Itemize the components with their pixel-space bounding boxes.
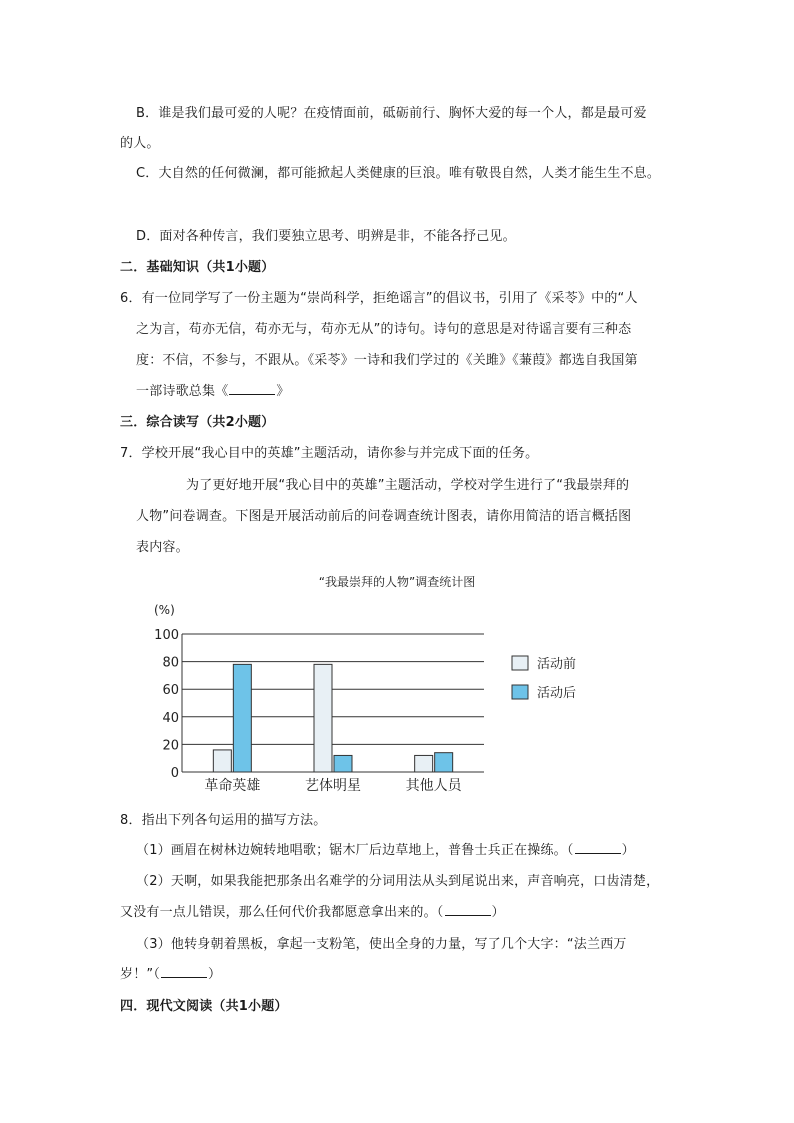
answer-blank[interactable]: [161, 965, 207, 978]
legend-label: 活动前: [537, 657, 577, 672]
q6-line4: [136, 382, 290, 402]
x-category-label: 革命英雄: [204, 778, 261, 794]
bar: [213, 750, 231, 772]
q8-item3-line1: （3）他转身朝着黑板，拿起一支粉笔，使出全身的力量，写了几个大字：“法兰西万: [136, 937, 627, 952]
section-heading-2: 二．基础知识（共1小题）: [120, 260, 275, 275]
q8-item3-text: 岁！”（: [120, 967, 161, 982]
q8-item1-text: （1）画眉在树林边婉转地唱歌；锯木厂后边草地上，普鲁士兵正在操练。（: [136, 843, 574, 858]
q5-option-c: C．大自然的任何微澜，都可能掀起人类健康的巨浪。唯有敬畏自然，人类才能生生不息。: [136, 166, 661, 181]
y-tick-label: 40: [162, 710, 179, 726]
y-axis-unit-label: (%): [154, 603, 175, 617]
y-tick-label: 0: [170, 766, 179, 781]
q8-item2-text: 又没有一点儿错误，那么任何代价我都愿意拿出来的。（: [120, 905, 444, 920]
q8-item1-close: ）: [621, 843, 635, 858]
answer-blank[interactable]: [575, 841, 621, 854]
q8-item1: [136, 841, 635, 861]
section-heading-4: 四．现代文阅读（共1小题）: [120, 999, 288, 1014]
x-category-label: 其他人员: [405, 778, 462, 794]
q7-para-line3: 表内容。: [136, 540, 189, 555]
q6-line3: 度：不信，不参与，不跟从。《采苓》一诗和我们学过的《关雎》《蒹葭》都选自我国第: [136, 353, 638, 368]
bar: [415, 755, 433, 772]
y-tick-label: 60: [162, 683, 179, 699]
bar: [314, 664, 332, 772]
bar-chart: [140, 598, 620, 800]
q5-option-b-line1: B．谁是我们最可爱的人呢？在疫情面前，砥砺前行、胸怀大爱的每一个人，都是最可爱: [136, 106, 647, 121]
legend-swatch: [512, 685, 528, 699]
q8-item3-close: ）: [208, 967, 222, 982]
q6-line2: 之为言，苟亦无信，苟亦无与，苟亦无从”的诗句。诗句的意思是对待谣言要有三种态: [136, 322, 632, 337]
q8-item2-close: ）: [491, 905, 505, 920]
q8-intro: 8．指出下列各句运用的描写方法。: [120, 813, 327, 828]
q8-item2-line2: [120, 903, 505, 923]
q7-para-line2: 人物”问卷调查。下图是开展活动前后的问卷调查统计图表，请你用简洁的语言概括图: [136, 509, 632, 524]
bar: [435, 753, 453, 772]
q7-intro: 7．学校开展“我心目中的英雄”主题活动，请你参与并完成下面的任务。: [120, 446, 539, 461]
answer-blank[interactable]: [445, 903, 491, 916]
q6-line4-suffix: 》: [276, 384, 290, 399]
q7-para-line1: 为了更好地开展“我心目中的英雄”主题活动，学校对学生进行了“我最崇拜的: [186, 478, 630, 493]
q5-option-b-line2: 的人。: [120, 136, 160, 151]
bar: [233, 664, 251, 772]
q5-option-d: D．面对各种传言，我们要独立思考、明辨是非，不能各抒己见。: [136, 229, 516, 244]
q6-line1: 6．有一位同学写了一份主题为“崇尚科学，拒绝谣言”的倡议书，引用了《采苓》中的“人: [120, 291, 638, 306]
q8-item2-line1: （2）天啊，如果我能把那条出名难学的分词用法从头到尾说出来，声音响亮，口齿清楚，: [136, 874, 660, 889]
y-tick-label: 20: [162, 738, 179, 754]
answer-blank[interactable]: [229, 382, 275, 395]
section-heading-3: 三．综合读写（共2小题）: [120, 415, 275, 430]
bar: [334, 755, 352, 772]
q8-item3-line2: [120, 965, 221, 985]
chart-title: “我最崇拜的人物”调查统计图: [318, 575, 476, 589]
q6-line4-prefix: 一部诗歌总集《: [136, 384, 229, 399]
legend-label: 活动后: [537, 686, 577, 701]
y-tick-label: 100: [154, 628, 179, 643]
x-category-label: 艺体明星: [305, 778, 361, 794]
legend-swatch: [512, 656, 528, 670]
y-tick-label: 80: [162, 655, 179, 671]
